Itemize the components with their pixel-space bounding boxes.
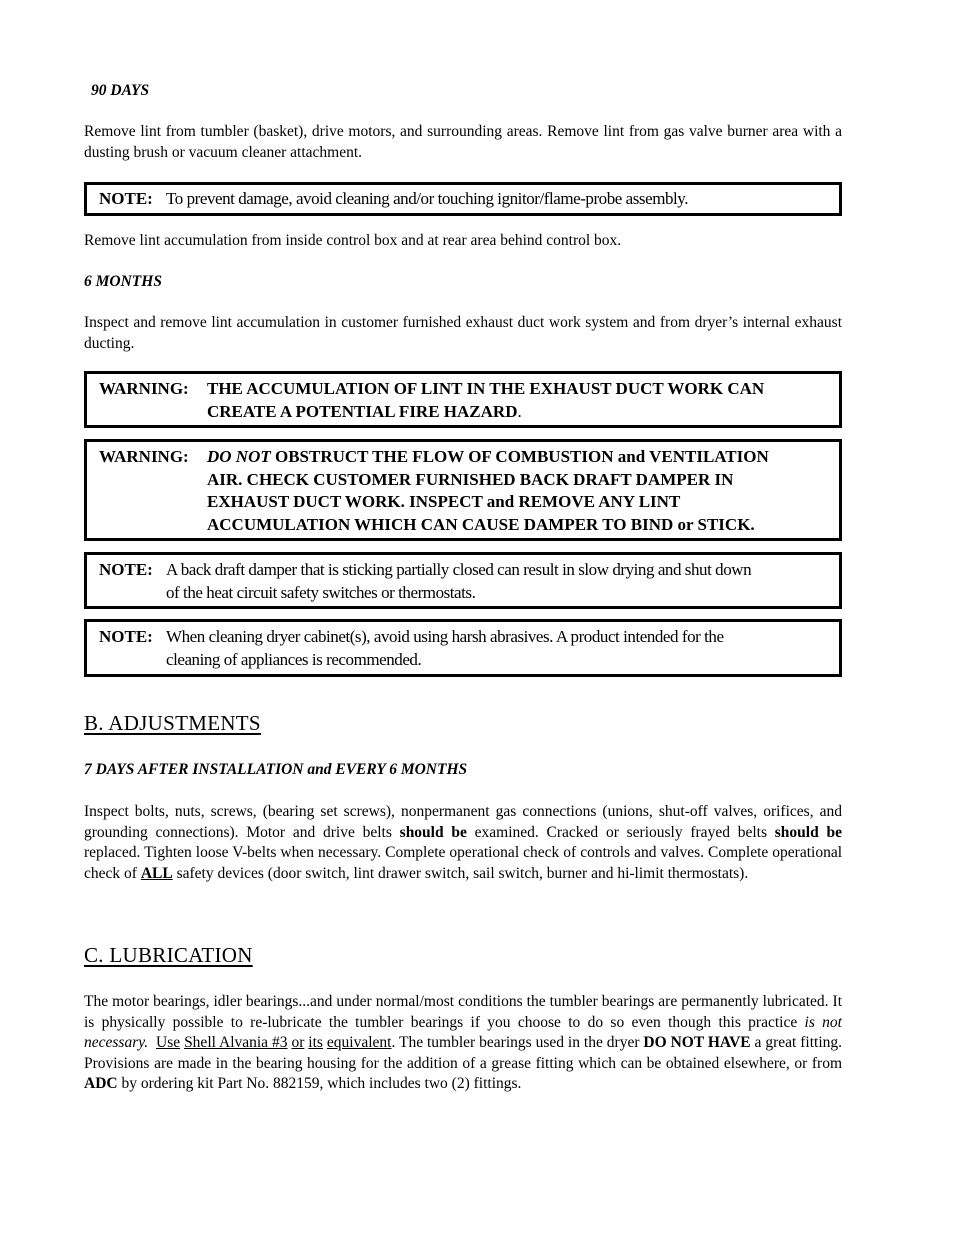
section-6-months-heading: 6 MONTHS <box>84 273 162 290</box>
warning-line: DO NOT OBSTRUCT THE FLOW OF COMBUSTION and VENTILATION <box>207 447 769 466</box>
warning-line: ACCUMULATION WHICH CAN CAUSE DAMPER TO BIND or STICK. <box>207 514 755 534</box>
control-box-paragraph: Remove lint accumulation from inside control box and at rear area behind control box. <box>84 232 622 249</box>
note-text: To prevent damage, avoid cleaning and/or touching ignitor/flame-probe assembly. <box>166 189 689 208</box>
warning-line: CREATE A POTENTIAL FIRE HAZARD. <box>207 401 522 421</box>
warning-line: THE ACCUMULATION OF LINT IN THE EXHAUST DUCT WORK CAN <box>207 379 765 398</box>
warning-label: WARNING: <box>99 379 189 398</box>
warning-label: WARNING: <box>99 447 189 466</box>
warning-line: AIR. CHECK CUSTOMER FURNISHED BACK DRAFT DAMPER IN <box>207 469 734 489</box>
note-text: A back draft damper that is sticking partially closed can result in slow drying and shut down of the heat circuit safety switches or thermostats. <box>166 560 752 602</box>
adjustments-paragraph: Inspect bolts, nuts, screws, (bearing set screws), nonpermanent gas connections (unions, shut-off valves, orifices, and grounding connections). Motor and drive belts should be examined. Cracked or seriously frayed belts should be replaced. Tighten loose V-belts when necessary. Complete operational check of controls and valves. Complete operational check of ALL safety devices (door switch, lint drawer switch, sail switch, burner and hi-limit thermostats). <box>84 803 842 882</box>
note-label: NOTE: <box>99 189 153 208</box>
note-box-cabinet-cleaning <box>84 619 842 677</box>
note-text: When cleaning dryer cabinet(s), avoid using harsh abrasives. A product intended for the cleaning of appliances is recommended. <box>166 627 724 669</box>
note-label: NOTE: <box>99 627 153 646</box>
note-label: NOTE: <box>99 560 153 579</box>
warning-text <box>207 446 829 536</box>
warning-box-damper <box>84 439 842 541</box>
lint-removal-paragraph: Remove lint from tumbler (basket), drive motors, and surrounding areas. Remove lint from gas valve burner area with a dusting brush or vacuum cleaner attachment. <box>84 123 842 161</box>
note-box-back-draft-damper <box>84 552 842 609</box>
adjustments-heading: B. ADJUSTMENTS <box>84 711 261 735</box>
note-box-ignitor <box>84 182 842 216</box>
warning-line: EXHAUST DUCT WORK. INSPECT and REMOVE ANY LINT <box>207 492 681 511</box>
section-90-days-heading: 90 DAYS <box>91 82 150 99</box>
warning-text <box>207 378 829 423</box>
exhaust-duct-paragraph: Inspect and remove lint accumulation in customer furnished exhaust duct work system and from dryer’s internal exhaust ducting. <box>84 314 842 352</box>
adjustments-subheading: 7 DAYS AFTER INSTALLATION and EVERY 6 MONTHS <box>84 761 468 778</box>
lubrication-paragraph: The motor bearings, idler bearings...and under normal/most conditions the tumbler bearings are permanently lubricated. It is physically possible to re-lubricate the tumbler bearings if you choose to do so even though this practice is not necessary. Use Shell Alvania #3 or its equivalent. The tumbler bearings used in the dryer DO NOT HAVE a great fitting. Provisions are made in the bearing housing for the addition of a grease fitting which can be obtained elsewhere, or from ADC by ordering kit Part No. 882159, which includes two (2) fittings. <box>84 993 843 1092</box>
lubrication-heading: C. LUBRICATION <box>84 943 253 967</box>
warning-box-fire-hazard <box>84 371 842 428</box>
